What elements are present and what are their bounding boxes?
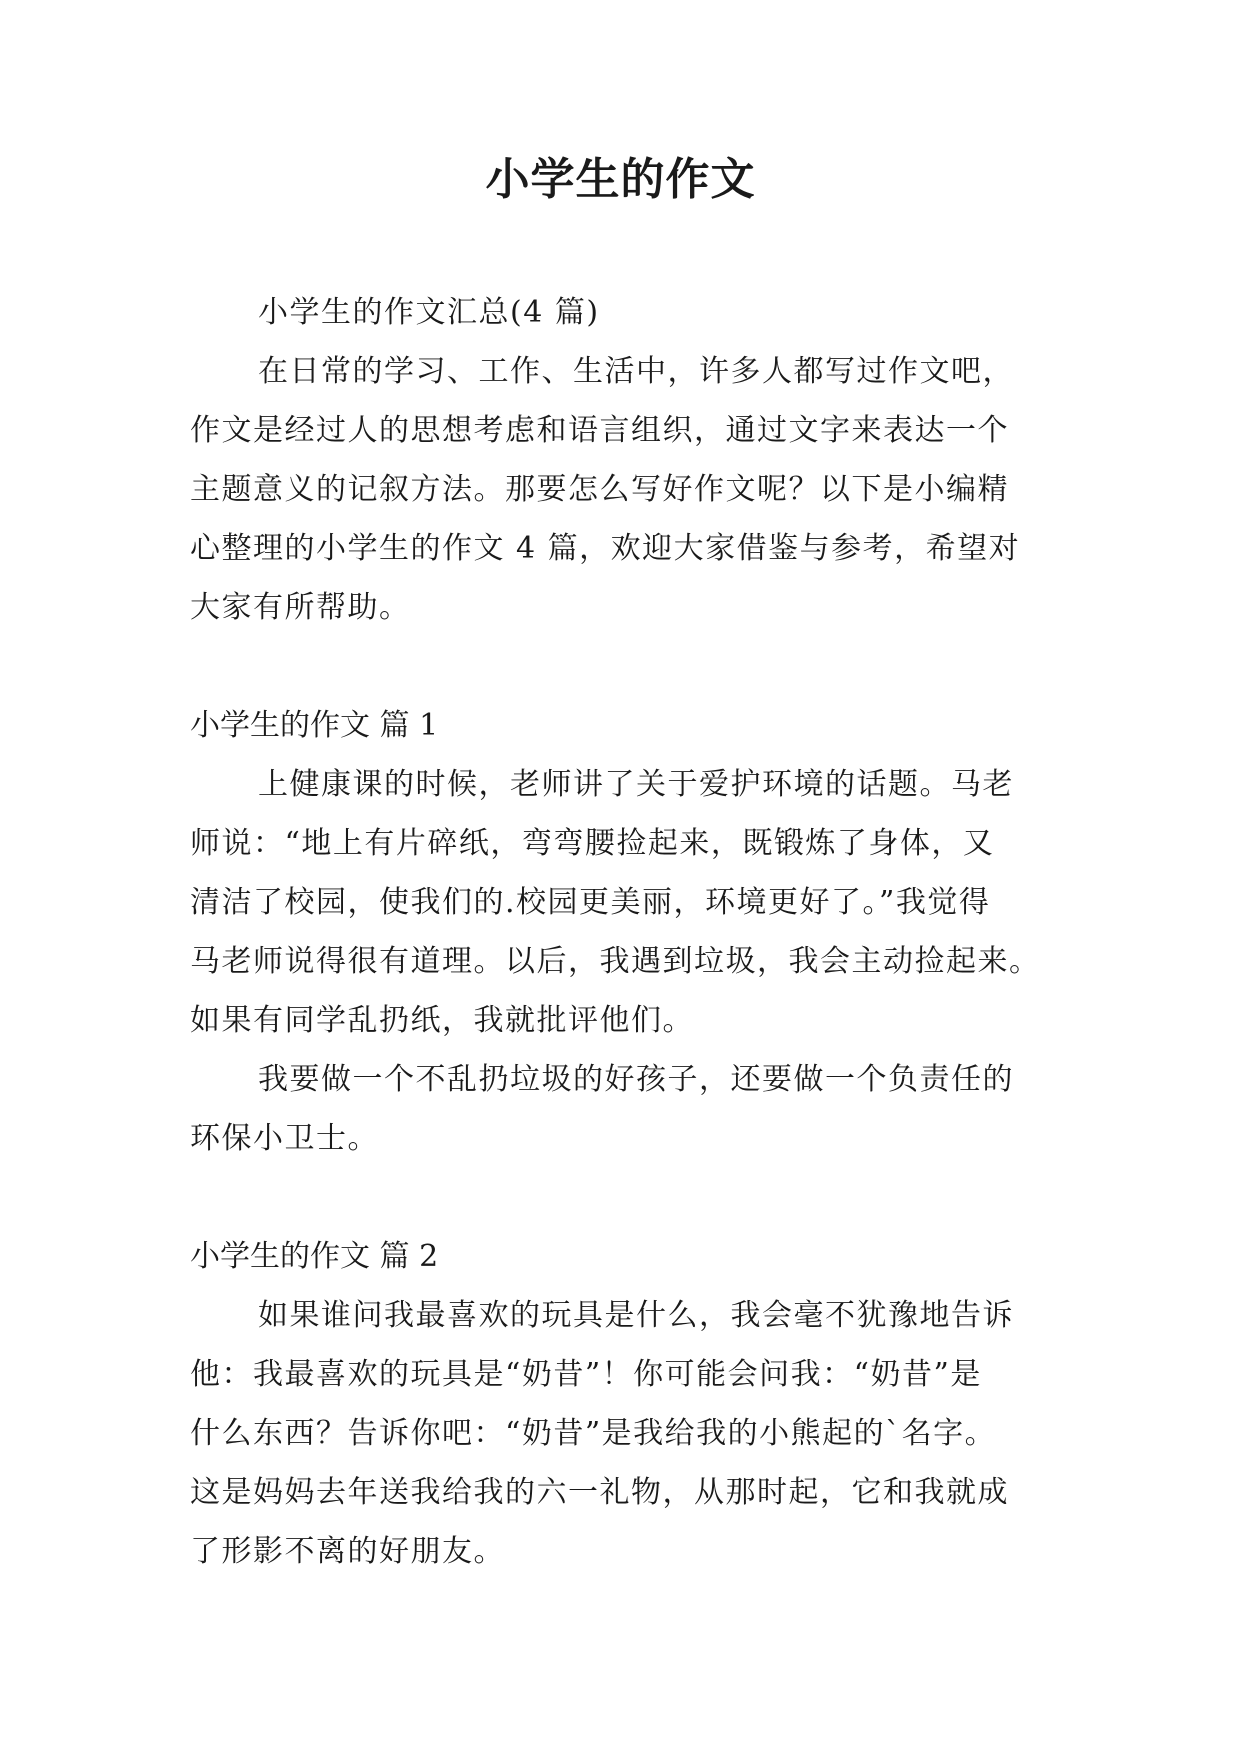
- paragraph-line: 我要做一个不乱扔垃圾的好孩子，还要做一个负责任的: [258, 1062, 1014, 1097]
- paragraph-line: 环保小卫士。: [190, 1121, 379, 1156]
- spacer: [190, 1168, 1060, 1227]
- paragraph-line: 马老师说得很有道理。以后，我遇到垃圾，我会主动捡起来。: [190, 944, 1041, 979]
- section-heading: 小学生的作文 篇 2: [190, 1239, 439, 1274]
- document-title: 小学生的作文: [485, 154, 756, 205]
- paragraph-line: 这是妈妈去年送我给我的六一礼物，从那时起，它和我就成: [190, 1475, 1009, 1510]
- paragraph-line: 如果有同学乱扔纸，我就批评他们。: [190, 1003, 694, 1038]
- intro-summary: 小学生的作文汇总(4 篇): [258, 295, 600, 330]
- intro-line: 在日常的学习、工作、生活中，许多人都写过作文吧，: [258, 354, 1014, 389]
- intro-line: 主题意义的记叙方法。那要怎么写好作文呢？以下是小编精: [190, 472, 1009, 507]
- paragraph-line: 师说：“地上有片碎纸，弯弯腰捡起来，既锻炼了身体，又: [190, 826, 995, 861]
- document-body: [190, 283, 1060, 1581]
- intro-line: 大家有所帮助。: [190, 590, 411, 625]
- paragraph-line: 了形影不离的好朋友。: [190, 1534, 505, 1569]
- section-heading: 小学生的作文 篇 1: [190, 708, 439, 743]
- paragraph-line: 上健康课的时候，老师讲了关于爱护环境的话题。马老: [258, 767, 1014, 802]
- paragraph-line: 如果谁问我最喜欢的玩具是什么，我会毫不犹豫地告诉: [258, 1298, 1014, 1333]
- paragraph-line: 什么东西？告诉你吧：“奶昔”是我给我的小熊起的`名字。: [190, 1416, 997, 1451]
- intro-line: 心整理的小学生的作文 4 篇，欢迎大家借鉴与参考，希望对: [190, 531, 1021, 566]
- paragraph-line: 他：我最喜欢的玩具是“奶昔”！你可能会问我：“奶昔”是: [190, 1357, 982, 1392]
- intro-line: 作文是经过人的思想考虑和语言组织，通过文字来表达一个: [190, 413, 1009, 448]
- spacer: [190, 637, 1060, 696]
- paragraph-line: 清洁了校园，使我们的.校园更美丽，环境更好了。”我觉得: [190, 885, 991, 920]
